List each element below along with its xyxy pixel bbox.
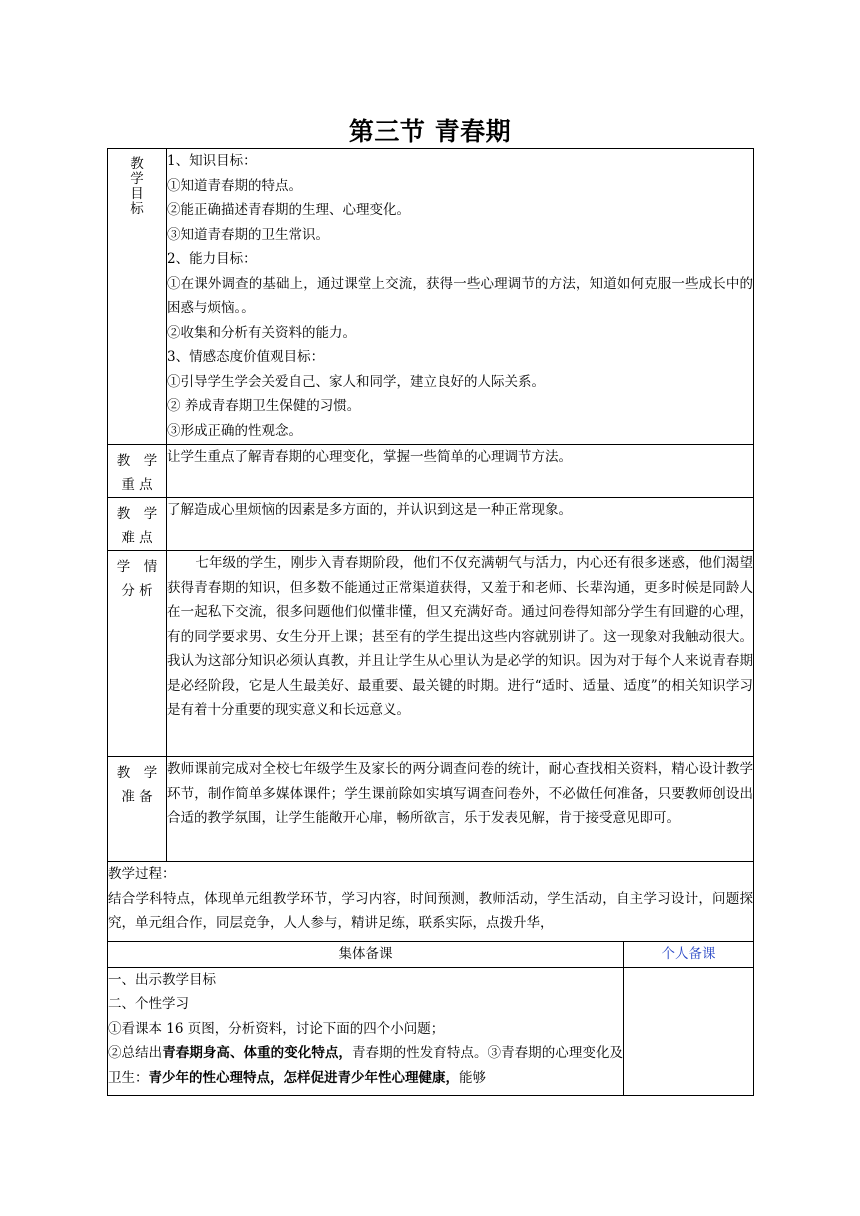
key-points-row (108, 445, 754, 498)
collective-text: ②总结出 (108, 1045, 163, 1061)
collective-line: ①看课本 16 页图，分析资料，讨论下面的四个小问题； (108, 1020, 445, 1037)
objective-line: ③形成正确的性观念。 (167, 422, 302, 439)
objectives-label-char: 教 (130, 156, 144, 172)
collective-prep-content (108, 967, 624, 1095)
personal-prep-content (624, 967, 754, 1095)
objective-line: 1、知识目标： (167, 153, 257, 169)
process-row (108, 862, 754, 942)
objective-line: ①知道青春期的特点。 (167, 177, 302, 194)
key-points-label-line: 重 点 (121, 477, 153, 493)
objective-line: 3、情感态度价值观目标： (167, 349, 325, 365)
analysis-row (108, 551, 754, 757)
difficulties-text: 了解造成心里烦恼的因素是多方面的，并认识到这是一种正常现象。 (167, 498, 754, 551)
preparation-label (108, 757, 167, 862)
collective-bold-text: 青春期身高、体重的变化特点， (162, 1045, 352, 1061)
collective-line: 一、出示教学目标 (108, 971, 216, 988)
process-heading: 教学过程： (108, 866, 176, 882)
collective-text: 能够 (459, 1069, 486, 1086)
objectives-label-char: 目 (130, 186, 144, 202)
analysis-label-line: 学 情 (116, 559, 158, 575)
objective-line: ② 养成青春期卫生保健的习惯。 (167, 398, 361, 414)
preparation-label-line: 准 备 (121, 789, 153, 805)
difficulties-row (108, 498, 754, 551)
personal-prep-header: 个人备课 (624, 942, 754, 968)
prep-columns-header-row (108, 942, 754, 968)
analysis-text: 七年级的学生，刚步入青春期阶段，他们不仅充满朝气与活力，内心还有很多迷惑，他们渴望获得青春期的知识，但多数不能通过正常渠道获得，又羞于和老师、长辈沟通，更多时候是同龄人在一起私下交流，很多问题他们似懂非懂，但又充满好奇。通过问卷得知部分学生有回避的心理，有的同学要求男、女生分开上课；甚至有的学生提出这些内容就别讲了。这一现象对我触动很大。我认为这部分知识必须认真教，并且让学生从心里认为是必学的知识。因为对于每个人来说青春期是必经阶段，它是人生最美好、最重要、最关键的时期。进行“适时、适量、适度”的相关知识学习是有着十分重要的现实意义和长远意义。 (167, 551, 754, 757)
objectives-content (167, 149, 754, 445)
collective-text: 青春期的性发育特点。③青春期的心理变化及卫生： (108, 1045, 624, 1086)
collective-line: 二、个性学习 (108, 996, 189, 1012)
objectives-label (108, 149, 167, 445)
objectives-label-char: 标 (130, 201, 144, 217)
preparation-label-line: 教 学 (116, 765, 158, 781)
objective-line: ①引导学生学会关爱自己、家人和同学，建立良好的人际关系。 (167, 373, 545, 390)
analysis-label-line: 分 析 (121, 583, 153, 599)
key-points-label (108, 445, 167, 498)
analysis-label (108, 551, 167, 757)
preparation-row (108, 757, 754, 862)
difficulties-label (108, 498, 167, 551)
objective-line: ①在课外调查的基础上，通过课堂上交流，获得一些心理调节的方法，知道如何克服一些成长中的困惑与烦恼。。 (167, 275, 753, 316)
process-text: 结合学科特点，体现单元组教学环节，学习内容，时间预测，教师活动，学生活动，自主学习设计，问题探究，单元组合作，同层竞争，人人参与，精讲足练，联系实际，点拨升华， (108, 890, 753, 931)
objective-line: ②能正确描述青春期的生理、心理变化。 (167, 202, 410, 218)
objective-line: ②收集和分析有关资料的能力。 (167, 324, 356, 341)
objectives-row (108, 149, 754, 445)
objective-line: 2、能力目标： (167, 251, 257, 267)
process-cell (108, 862, 754, 942)
objective-line: ③知道青春期的卫生常识。 (167, 226, 329, 243)
key-points-label-line: 教 学 (116, 453, 158, 469)
objectives-label-char: 学 (130, 171, 144, 187)
difficulties-label-line: 教 学 (116, 506, 158, 522)
prep-content-row (108, 967, 754, 1095)
key-points-text: 让学生重点了解青春期的心理变化，掌握一些简单的心理调节方法。 (167, 445, 754, 498)
collective-paragraph (108, 1041, 623, 1090)
lesson-plan-table (107, 148, 754, 1096)
difficulties-label-line: 难 点 (121, 530, 153, 546)
collective-bold-text: 青少年的性心理特点，怎样促进青少年性心理健康， (148, 1069, 459, 1086)
preparation-text: 教师课前完成对全校七年级学生及家长的两分调查问卷的统计，耐心查找相关资料，精心设计教学环节，制作简单多媒体课件；学生课前除如实填写调查问卷外，不必做任何准备，只要教师创设出合适的教学氛围，让学生能敞开心扉，畅所欲言，乐于发表见解，肯于接受意见即可。 (167, 757, 754, 862)
collective-prep-header: 集体备课 (108, 942, 624, 968)
page-title: 第三节 青春期 (348, 117, 512, 146)
